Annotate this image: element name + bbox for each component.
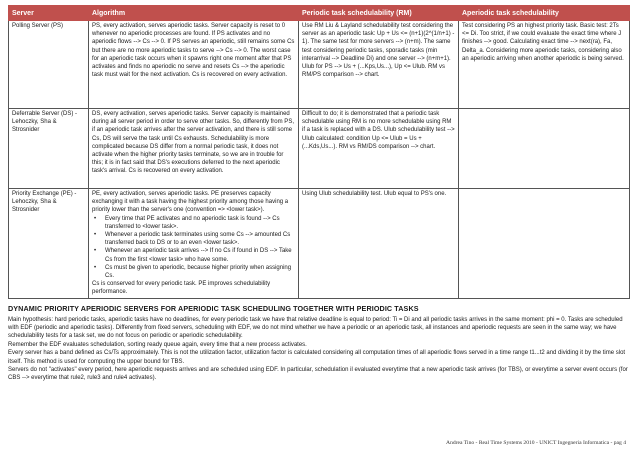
- cell-periodic: Using Ulub schedulability test. Ulub equal to PS's one.: [299, 189, 459, 299]
- table-row: [9, 109, 630, 189]
- list-item: • Every time that PE activates and no aperiodic task is found --> Cs transferred to <lower task>.: [100, 215, 295, 231]
- header-algorithm: Algorithm: [89, 6, 299, 21]
- header-aperiodic: Aperiodic task schedulability: [459, 6, 630, 21]
- header-server: Server: [9, 6, 89, 21]
- servers-table: [8, 5, 630, 299]
- list-item: • Whenever a periodic task terminates using some Cs --> amounted Cs transferred back to DS or to an even <lower task>.: [100, 231, 295, 247]
- cell-periodic: Use RM Liu & Layland schedulability test considering the server as an aperiodic task: Up + Us <= (n+1)(2^(1/n+1) - 1). The same test for more servers --> (n+m). The same test considering periodic tasks, sporadic tasks (min interarrival --> Deadline Di) and one server --> (n+m+1). Ulub for PS --> Us + (...Kps,Us...), Up <= Ulub. RM vs RM/PS comparison --> chart.: [299, 21, 459, 109]
- cell-aperiodic: Test considering PS an highest priority task. Basic test: 2Ts <= Di. Too strict, if we could evaluate the exact time where J finishes --> good. Calculating exact time --> next(ra), Fa, Delta_a. Considering more aperiodic tasks, considering also an aperiodic arriving when another aperiodic is being served.: [459, 21, 630, 109]
- document-page: [8, 5, 630, 383]
- paragraph: Main hypothesis: hard periodic tasks, aperiodic tasks have no deadlines, for every periodic task we have that relative deadline is equal to period: Ti = Di and all periodic tasks arrives in the same moment: phi = 0. Tasks are scheduled with EDF (periodic and aperiodic tasks). Differently from fixed servers, scheduling with EDF, we do not mind whether we have a periodic or an aperiodic task, all instances and aperiodic requests are seen in the same way; we have schedulability tests for a task set, we do not focus on periodic or aperiodic schedulability.: [8, 316, 623, 340]
- table-row: [9, 21, 630, 109]
- table-header-row: [9, 6, 630, 21]
- cell-aperiodic: [459, 109, 630, 189]
- algorithm-outro: Cs is conserved for every periodic task. PE improves schedulability performance.: [92, 281, 271, 296]
- cell-algorithm: [89, 189, 299, 299]
- cell-aperiodic: [459, 189, 630, 299]
- algorithm-intro: PE, every activation, serves aperiodic tasks. PE preserves capacity exchanging it with a task having the highest priority among those having a priority lower than the server's one (convention => <lower task>).: [92, 191, 289, 214]
- cell-server: Polling Server (PS): [9, 21, 89, 109]
- section-title: DYNAMIC PRIORITY APERIODIC SERVERS FOR APERIODIC TASK SCHEDULING TOGETHER WITH PERIODIC TASKS: [8, 303, 419, 313]
- algorithm-bullet-list: [92, 215, 295, 281]
- header-periodic: Periodic task schedulability (RM): [299, 6, 459, 21]
- paragraph: Servers do not "activates" every period, here aperiodic requests arrives and are scheduled using EDF. In particular, schedulation il evaluated everytime that a new aperiodic task arrives (for TBS), or everytime a server event occurs (for CBS --> everytime that rule2, rule3 and rule4 activates).: [8, 367, 628, 382]
- cell-algorithm: PS, every activation, serves aperiodic tasks. Server capacity is reset to 0 whenever no aperiodic processes are found. If PS activates and no aperiodic flows --> Cs --> 0. If PS serves an aperiodic, still remains some Cs but there are no more aperiodic tasks to serve --> Cs --> 0. The worst case for an aperiodic task occurs when it spawns right one moment after that PS activates and finds no aperiodic no serve and resets Cs --> the aperiodic task must wait for the next activation. Cs is recovered on every activation.: [89, 21, 299, 109]
- paragraph: Remember the EDF evaluates schedulation, sorting ready queue again, every time that a new process activates.: [8, 341, 307, 348]
- cell-periodic: Difficult to do; it is demonstrated that a periodic task schedulable using RM is no more schedulable using RM if a task is replaced with a DS. Ulub schedulability test --> Ulub calculated: condition Up <= Ulub = Us + (...Kds,Us...). RM vs RM/DS comparison --> chart.: [299, 109, 459, 189]
- list-item: • Cs must be given to aperiodic, because higher priority when assigning Cs.: [100, 264, 295, 280]
- paragraph: Every server has a band defined as Cs/Ts approximately. This is not the utilization factor, utilization factor is calculated considering all computation times of all aperiodic flows served in a time range t1...t2 and dividing it by the time slot itself. This method is used for computing the upper bound for TBS.: [8, 350, 626, 365]
- list-item: • Whenever an aperiodic task arrives --> If no Cs if found in DS --> Take Cs from the first <lower task> who have some.: [100, 247, 295, 263]
- page-footer: Andrea Tino - Real Time Systems 2010 - UNICT Ingegneria Informatica - pag 4: [446, 440, 626, 446]
- cell-server: Priority Exchange (PE) - Lehoczky, Sha & Strosnider: [9, 189, 89, 299]
- table-row: [9, 189, 630, 299]
- cell-algorithm: DS, every activation, serves aperiodic tasks. Server capacity is maintained during all server period in order to serve other tasks. So, differently from PS, if an aperiodic task arrives after the server activation, and there is still some Cs, DS will serve the task until Cs exhausts. Schedulability is more complicated because DS differ from a normal periodic task, it does not activate when the higher priority tasks terminate, so we are in trouble for this; it is in fact said that DS's executions deferred to the next aperiodic task's arrival. Cs is recovered on every activation.: [89, 109, 299, 189]
- cell-server: Deferrable Server (DS) - Lehoczky, Sha & Strosnider: [9, 109, 89, 189]
